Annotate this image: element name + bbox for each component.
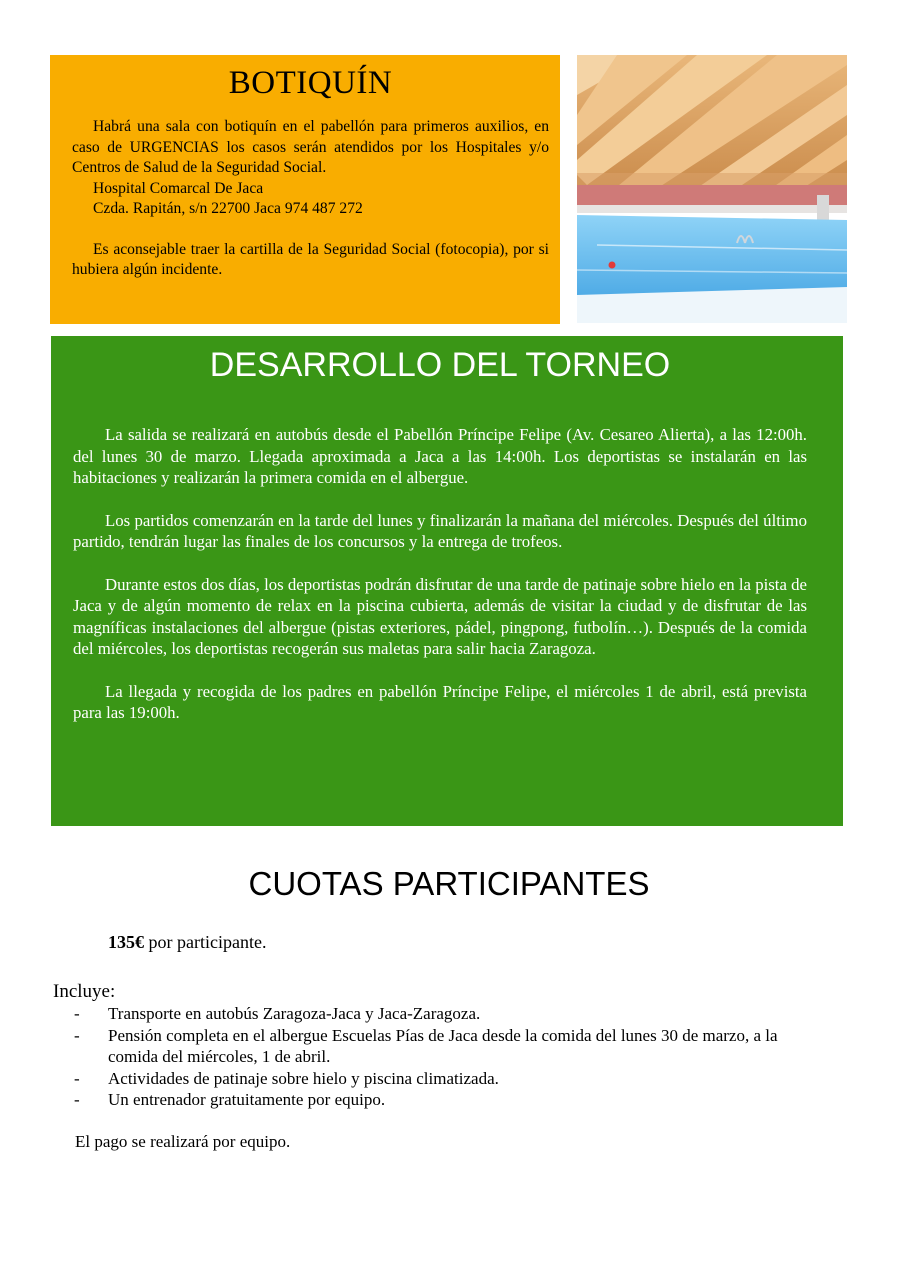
botiquin-title: BOTIQUÍN [228, 65, 393, 101]
desarrollo-paragraph-4: La llegada y recogida de los padres en pabellón Príncipe Felipe, el miércoles 1 de abril, está prevista para las 19:00h. [73, 681, 807, 722]
price-suffix: por participante. [144, 932, 267, 952]
hospital-name: Hospital Comarcal De Jaca [93, 179, 264, 197]
list-item [74, 1089, 814, 1111]
price-amount: 135€ [108, 932, 144, 952]
incluye-label: Incluye: [53, 981, 116, 1002]
list-dash: - [74, 1025, 80, 1045]
price-line [108, 931, 266, 953]
botiquin-advice: Es aconsejable traer la cartilla de la Seguridad Social (fotocopia), por si hubiera algún incidente. [72, 240, 549, 278]
list-item-text: Un entrenador gratuitamente por equipo. [108, 1090, 386, 1109]
list-item-text: Transporte en autobús Zaragoza-Jaca y Jaca-Zaragoza. [108, 1004, 481, 1023]
list-item-text: Actividades de patinaje sobre hielo y piscina climatizada. [108, 1068, 499, 1088]
indoor-pool-photo [577, 55, 847, 323]
desarrollo-section [51, 336, 843, 826]
list-item [74, 1068, 814, 1090]
list-item-text: Pensión completa en el albergue Escuelas Pías de Jaca desde la comida del lunes 30 de marzo, a la comida del miércoles, 1 de abril. [108, 1025, 778, 1066]
list-dash: - [74, 1068, 80, 1088]
desarrollo-paragraph-1: La salida se realizará en autobús desde el Pabellón Príncipe Felipe (Av. Cesareo Alierta), a las 12:00h. del lunes 30 de marzo. Llegada aproximada a Jaca a las 14:00h. Los deportistas se instalarán en las habitaciones y realizarán la primera comida en el albergue. [73, 425, 807, 487]
botiquin-paragraph: Habrá una sala con botiquín en el pabellón para primeros auxilios, en caso de URGENCIAS los casos serán atendidos por los Hospitales y/o Centros de Salud de la Seguridad Social. [72, 118, 549, 176]
botiquin-section [50, 55, 560, 324]
desarrollo-paragraph-2: Los partidos comenzarán en la tarde del lunes y finalizarán la mañana del miércoles. Después del último partido, tendrán lugar las finales de los concursos y la entrega de trofeos. [73, 510, 807, 551]
pago-note: El pago se realizará por equipo. [75, 1132, 291, 1151]
desarrollo-title: DESARROLLO DEL TORNEO [209, 346, 671, 384]
hospital-address: Czda. Rapitán, s/n 22700 Jaca 974 487 272 [93, 200, 363, 217]
desarrollo-paragraph-3: Durante estos dos días, los deportistas podrán disfrutar de una tarde de patinaje sobre hielo en la pista de Jaca y de algún momento de relax en la piscina cubierta, además de visitar la ciudad y de disfrutar de las magníficas instalaciones del albergue (pistas exteriores, pádel, pingpong, futbolín…). Después de la comida del miércoles, los deportistas recogerán sus maletas para salir hacia Zaragoza. [73, 574, 807, 658]
list-item [74, 1003, 814, 1025]
list-item [74, 1025, 814, 1068]
list-dash: - [74, 1090, 80, 1109]
cuotas-title: CUOTAS PARTICIPANTES [248, 865, 650, 902]
list-dash: - [74, 1004, 80, 1023]
includes-list [74, 1003, 814, 1111]
